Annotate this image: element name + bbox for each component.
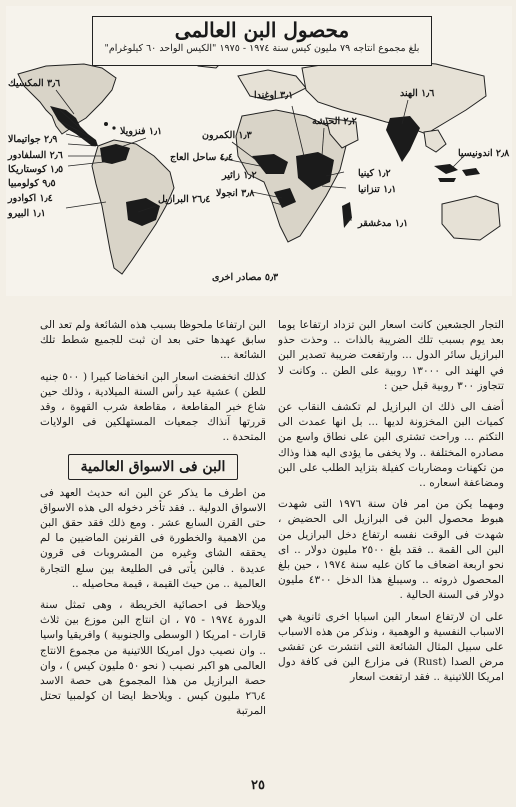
paragraph: ومهما يكن من امر فان سنة ١٩٧٦ التى شهدت هبوط محصول البن فى البرازيل الى الحضيض ، شهدت فى الوقت نفسه ارتفاع دخل البرازيل من البن الى القمة .. فقد بلغ ٢٥٠٠ مليون دولار .. اى نحو اربعة اضعاف ما كان عليه سنة ١٩٧٤ ، حين بلغ المحصول ذروته .. وسيبلغ هذا الدخل ٤٣٠٠ مليون دولار فى السنة الحالية . bbox=[278, 498, 504, 602]
paragraph: كذلك انخفضت اسعار البن انخفاضا كبيرا ( ٥٠٠ جنيه للطن ) عشية عيد رأس السنة الميلادية ، وذلك حين شاع خبر المقاطعة ، مقاطعة شرب القهوة ، وقد قررتها آنذاك جمعيات المستهلكين فى الولايات المتحدة .. bbox=[40, 370, 266, 444]
label-salvador: ٢٫٦ السلفادور bbox=[8, 150, 63, 161]
label-angola: ٣٫٨ انجولا bbox=[216, 188, 255, 199]
label-mexico: ٣٫٦ المكسيك bbox=[8, 78, 61, 89]
label-ivorycoast: ٤٫٤ ساحل العاج bbox=[170, 152, 233, 163]
label-cameroon: ١٫٣ الكمرون bbox=[202, 130, 252, 141]
page-number: ٢٥ bbox=[251, 778, 265, 793]
section-heading-text: البن فى الاسواق العالمية bbox=[68, 454, 239, 480]
left-text-column bbox=[40, 318, 266, 763]
label-kenya: ١٫٢ كينيا bbox=[358, 168, 391, 179]
label-venezuela: ١٫١ فنزويلا bbox=[120, 126, 163, 137]
australia-shape bbox=[442, 196, 500, 240]
madagascar-shape bbox=[342, 202, 352, 228]
paragraph: ويلاحظ فى احصائية الخريطة ، وهى تمثل سنة الدورة ١٩٧٤ - ٧٥ ، ان انتاج البن موزع بين ثلاث قارات - امريكا ( الوسطى والجنوبية ) وافريقيا واسيا .. وان نصيب دول امريكا اللاتينية من مجموع الانتاج العالمى هو اكبر نصيب ( نحو ٥٠ مليون كيس ) ، وان حصة البرازيل من هذا المجموع هى حصة الاسد ٢٦٫٤ مليون كيس . ويلاحظ ايضا ان كولمبيا تحتل المرتبة bbox=[40, 599, 266, 718]
label-peru: ١٫١ البيرو bbox=[8, 208, 46, 219]
map-subtitle: بلغ مجموع انتاجه ٧٩ مليون كيس سنة ١٩٧٤ - ١٩٧٥ "الكيس الواحد ٦٠ كيلوغرام" bbox=[104, 43, 420, 54]
world-coffee-map bbox=[6, 6, 512, 296]
map-title: محصول البن العالمى bbox=[174, 18, 350, 42]
label-guatemala: ٢٫٩ جواتيمالا bbox=[8, 134, 58, 145]
label-ecuador: ١٫٤ اكوادور bbox=[8, 193, 53, 204]
label-others: ٥٫٣ مصادر اخرى bbox=[212, 272, 279, 283]
label-india: ١٫٦ الهند bbox=[400, 88, 435, 99]
label-zaire: ١٫٢ زائير bbox=[222, 170, 257, 181]
label-brazil: ٢٦٫٤ البرازيل bbox=[158, 194, 211, 205]
paragraph: على ان لارتفاع اسعار البن اسبابا اخرى ثانوية هي الاسباب النفسية و الوهمية ، ونذكر من هذه الاسباب على سبيل المثال الشائعة التى انتشرت عن تفشى مرض الصدا (Rust) فى مزارع البن فى كافة دول امريكا اللاتينية .. فقد ارتفعت اسعار bbox=[278, 610, 504, 684]
indonesia-shape bbox=[434, 164, 480, 182]
paragraph: من اطرف ما يذكر عن البن انه حديث العهد فى الاسواق الدولية .. فقد تأخر دخوله الى هذه الاسواق حتى القرن السابع عشر . ومع ذلك فقد حقق البن من الاهمية والخطورة فى القرنين الماضيين ما لم يحققه الشاى وغيره من المشروبات فى قرون عديدة . فالبن يأتى فى الطليعة بين سلع التجارة العالمية .. من حيث القيمة ، قيمة محاصيله .. bbox=[40, 486, 266, 590]
label-uganda: ٣٫١ اوغندا bbox=[254, 90, 294, 101]
paragraph: أضف الى ذلك ان البرازيل لم تكشف النقاب عن كميات البن المخزونة لديها ... بل انها عمدت الى التكتم ... وراحت تشترى البن على نطاق واسع من مصادره المختلفة .. ولا يخفى ما يؤدى اليه هذا وذاك من تكهنات ومضاربات كفيلة بتزايد الطلب على البن ومضاعفة اسعاره .. bbox=[278, 401, 504, 490]
label-indonesia: ٢٫٨ اندونيسيا bbox=[458, 148, 510, 159]
label-colombia: ٩٫٥ كولومبيا bbox=[8, 178, 56, 189]
label-madagascar: ١٫١ مدغشقر bbox=[358, 218, 409, 229]
paragraph: البن ارتفاعا ملحوظا بسبب هذه الشائعة ولم تعد الى سابق عهدها حتى بعد ان ثبت للجميع شطط تلك الشائعة ... bbox=[40, 319, 266, 362]
section-heading bbox=[40, 454, 266, 478]
label-ethiopia: ٢٫٢ الحبشة bbox=[312, 116, 357, 127]
map-title-box bbox=[92, 16, 432, 66]
india-shape bbox=[386, 116, 420, 162]
right-text-column bbox=[278, 318, 504, 763]
southeast-asia-shape bbox=[424, 130, 446, 152]
label-tanzania: ١٫١ تنزانيا bbox=[358, 184, 397, 195]
paragraph: التجار الجشعين كانت اسعار البن تزداد ارتفاعا يوما بعد يوم بسبب تلك الضريبة بالذات .. وحذت حذو البرازيل سائر الدول ... وارتفعت ضريبة تصدير البن في الهند الى ١٣٠٠٠ روبية على الطن .. وكانت لا تتجاوز ٣٠٠ روبية قبل حين : bbox=[278, 319, 504, 392]
label-costarica: ١٫٥ كوستاريكا bbox=[8, 164, 64, 175]
